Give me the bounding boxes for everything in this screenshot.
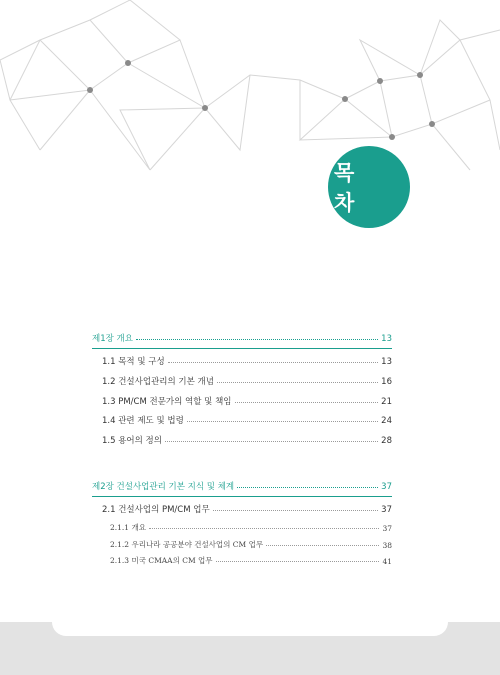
toc-subsection-page: 37 xyxy=(382,524,392,533)
toc-section-page: 16 xyxy=(381,377,392,387)
dot-leader xyxy=(237,487,378,488)
toc-subsection-page: 38 xyxy=(382,541,392,550)
toc-subsection[interactable] xyxy=(92,555,392,566)
toc-section-page: 13 xyxy=(381,357,392,367)
network-node xyxy=(417,72,423,78)
dot-leader xyxy=(217,382,378,383)
toc-section[interactable] xyxy=(92,503,392,515)
dot-leader xyxy=(187,421,378,422)
toc-subsection[interactable] xyxy=(92,539,392,550)
dot-leader xyxy=(266,545,379,546)
toc-subsection-label: 2.1.3 미국 CMAA의 CM 업무 xyxy=(110,556,213,565)
dot-leader xyxy=(235,402,379,403)
network-node xyxy=(87,87,93,93)
toc-section-label: 1.2 건설사업관리의 기본 개념 xyxy=(102,377,214,387)
toc-title: 목 차 xyxy=(334,161,365,215)
toc-chapter-2[interactable] xyxy=(92,480,392,492)
chapter-divider xyxy=(92,496,392,497)
network-node xyxy=(125,60,131,66)
toc-chapter-page: 37 xyxy=(381,482,392,492)
toc-subsection-label: 2.1.2 우리나라 공공분야 건설사업의 CM 업무 xyxy=(110,540,264,549)
network-node xyxy=(429,121,435,127)
toc-section-label: 1.3 PM/CM 전문가의 역할 및 책임 xyxy=(102,397,232,407)
toc-subsection[interactable] xyxy=(92,522,392,533)
network-node xyxy=(202,105,208,111)
toc-chapter-label: 제1장 개요 xyxy=(92,334,133,344)
toc-section-page: 24 xyxy=(381,416,392,426)
toc-chapter-1[interactable] xyxy=(92,332,392,344)
footer-card xyxy=(52,600,448,636)
dot-leader xyxy=(136,339,378,340)
dot-leader xyxy=(165,441,378,442)
toc-section-label: 1.4 관련 제도 및 법령 xyxy=(102,416,184,426)
toc-section[interactable] xyxy=(92,395,392,407)
network-decoration xyxy=(0,0,500,180)
toc-chapter-page: 13 xyxy=(381,334,392,344)
toc-section-label: 2.1 건설사업의 PM/CM 업무 xyxy=(102,505,210,515)
network-node xyxy=(389,134,395,140)
dot-leader xyxy=(168,362,378,363)
toc-subsection-page: 41 xyxy=(382,557,392,566)
toc-section[interactable] xyxy=(92,355,392,367)
network-node xyxy=(377,78,383,84)
toc-title-badge xyxy=(328,146,410,228)
toc-section-page: 21 xyxy=(381,397,392,407)
dot-leader xyxy=(213,510,378,511)
toc-section[interactable] xyxy=(92,434,392,446)
toc-section-page: 28 xyxy=(381,436,392,446)
toc-chapter-label: 제2장 건설사업관리 기본 지식 및 체계 xyxy=(92,482,235,492)
toc-section-label: 1.5 용어의 정의 xyxy=(102,436,162,446)
chapter-divider xyxy=(92,348,392,349)
toc-section[interactable] xyxy=(92,414,392,426)
toc-subsection-label: 2.1.1 개요 xyxy=(110,523,146,532)
toc-section-page: 37 xyxy=(381,505,392,515)
dot-leader xyxy=(149,528,379,529)
toc-section[interactable] xyxy=(92,375,392,387)
network-node xyxy=(342,96,348,102)
toc-section-label: 1.1 목적 및 구성 xyxy=(102,357,165,367)
dot-leader xyxy=(216,561,380,562)
